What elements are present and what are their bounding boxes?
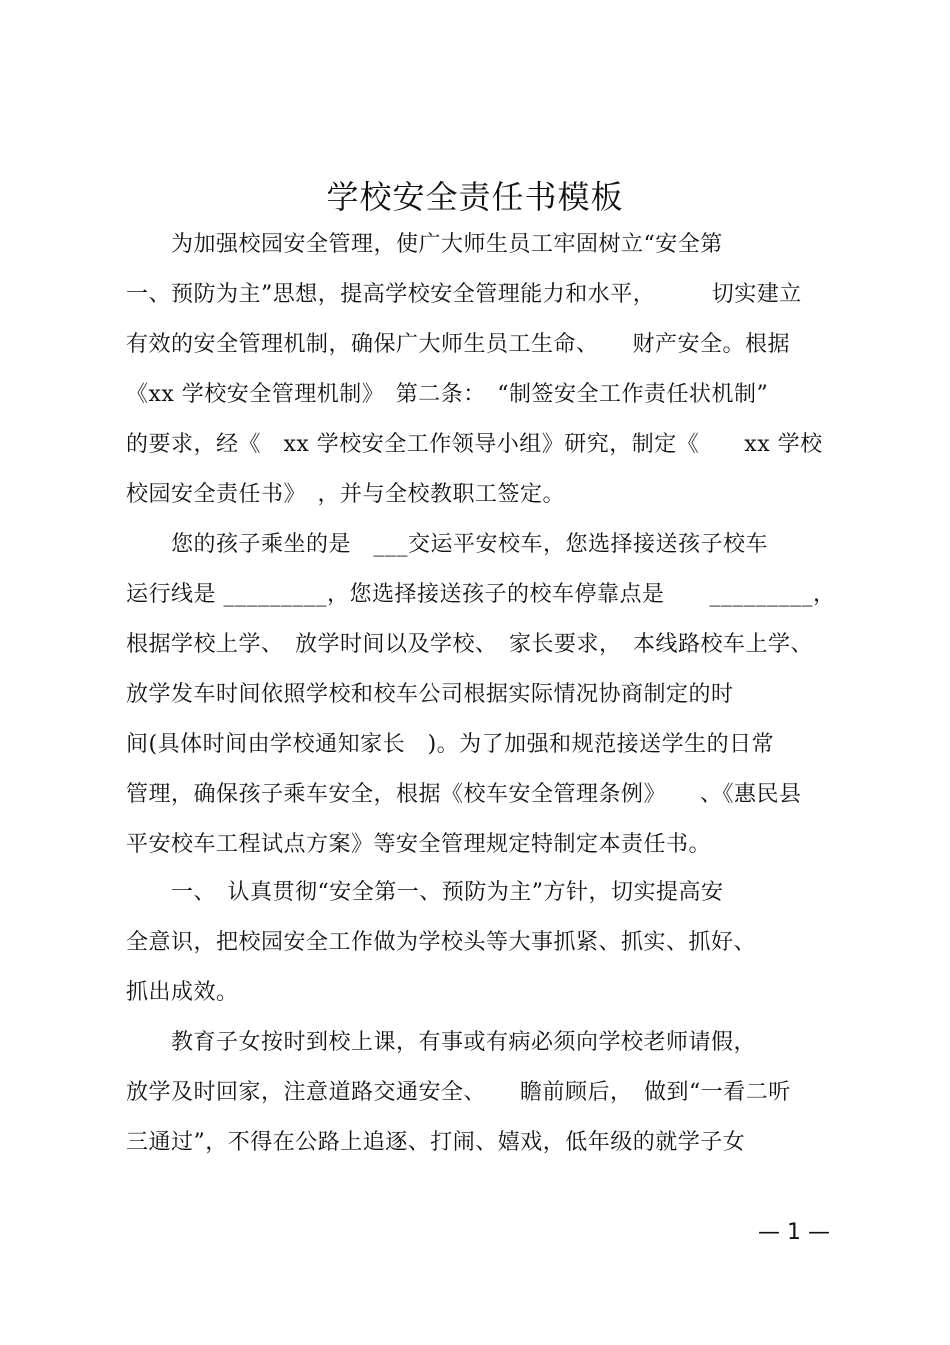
- paragraph-line: 您的孩子乘坐的是 ___交运平安校车，您选择接送孩子校车: [126, 532, 769, 557]
- paragraph-line: 的要求，经《 xx 学校安全工作领导小组》研究，制定《 xx 学校: [126, 432, 823, 457]
- document-title: 学校安全责任书模板: [326, 178, 624, 216]
- paragraph-line: 一、 认真贯彻“安全第一、预防为主”方针，切实提高安: [126, 880, 724, 905]
- paragraph-line: 全意识，把校园安全工作做为学校头等大事抓紧、抓实、抓好、: [126, 930, 757, 955]
- paragraph-line: 放学及时回家，注意道路交通安全、 瞻前顾后， 做到“一看二听: [126, 1080, 791, 1105]
- paragraph-line: 《xx 学校安全管理机制》 第二条： “制签安全工作责任状机制”: [126, 382, 769, 407]
- page-number: — 1 —: [758, 1220, 830, 1245]
- paragraph-line: 抓出成效。: [126, 980, 239, 1005]
- paragraph-line: 三通过”，不得在公路上追逐、打闹、嬉戏，低年级的就学子女: [126, 1130, 746, 1155]
- paragraph-line: 有效的安全管理机制，确保广大师生员工生命、 财产安全。根据: [126, 332, 791, 357]
- paragraph-line: 教育子女按时到校上课，有事或有病必须向学校老师请假，: [126, 1030, 757, 1055]
- paragraph-line: 一、预防为主”思想，提高学校安全管理能力和水平， 切实建立: [126, 282, 802, 307]
- paragraph-line: 校园安全责任书》 ，并与全校教职工签定。: [126, 482, 566, 507]
- paragraph-line: 运行线是 _________，您选择接送孩子的校车停靠点是 _________，: [126, 582, 836, 607]
- paragraph-line: 管理，确保孩子乘车安全，根据《校车安全管理条例》 、《惠民县: [126, 782, 802, 807]
- paragraph-line: 根据学校上学、 放学时间以及学校、 家长要求， 本线路校车上学、: [126, 632, 814, 657]
- paragraph-line: 放学发车时间依照学校和校车公司根据实际情况协商制定的时: [126, 682, 734, 707]
- paragraph-line: 为加强校园安全管理，使广大师生员工牢固树立“安全第: [126, 232, 723, 257]
- paragraph-line: 间(具体时间由学校通知家长 )。为了加强和规范接送学生的日常: [126, 732, 775, 757]
- paragraph-line: 平安校车工程试点方案》等安全管理规定特制定本责任书。: [126, 832, 712, 857]
